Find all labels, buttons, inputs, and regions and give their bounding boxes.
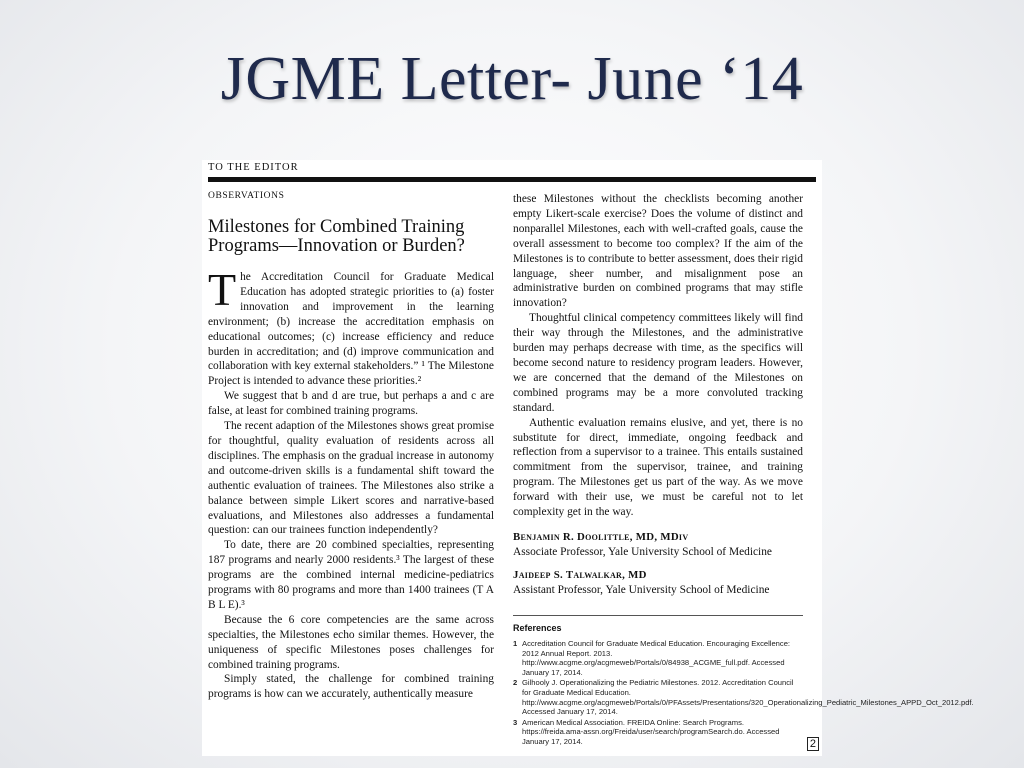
paragraph: The recent adaption of the Milestones shows great promise for thoughtful, quality evaluation of residents across all disciplines. The emphasis on the gradual increase in autonomy and outcome-driven skills is a fundamental shift toward the authentic evaluation of trainees. The Milestones also strike a balance between simple Likert scores and narrative-based evaluations, and Milestones also addresses a fundamental question: can our trainees function independently? <box>208 420 494 537</box>
paragraph: these Milestones without the checklists becoming another empty Likert-scale exercise? Does the volume of distinct and nonparallel Milestones, each with well-crafted goals, cause the overall assessment to become too complex? If the aim of the Milestones is to contribute to better assessment, does their rigid language, sheer number, and misalignment pose an administrative burden on combined programs that may stifle innovation? <box>513 193 803 310</box>
paragraph: Simply stated, the challenge for combined training programs is how can we accurately, authentically measure <box>208 673 494 701</box>
right-column <box>513 192 974 747</box>
page-number: 2 <box>807 737 819 751</box>
references-heading: References <box>513 622 562 633</box>
drop-cap: T <box>208 264 237 315</box>
paragraph: Authentic evaluation remains elusive, and yet, there is no substitute for direct, immediate, ongoing feedback and reflection from a supervisor to a trainee. This entails sustained commitment from the supervisor, trainee, and training program. The Milestones get us part of the way. As we move forward with their use, we must be careful not to let complexity get in the way. <box>513 416 803 519</box>
paragraph: The Accreditation Council for Graduate Medical Education has adopted strategic priorities to (a) foster innovation and improvement in the learning environment; (b) increase the accreditation emphasis on educational outcomes; (c) increase efficiency and reduce burden in accreditation; and (d) improve communication and collaboration with key external stakeholders.” ¹ The Milestone Project is intended to advance these priorities.² <box>208 264 494 388</box>
paragraph: Because the 6 core competencies are the same across specialties, the Milestones echo similar themes. However, the uniqueness of specific Milestones poses challenges for combined training programs. <box>208 613 494 671</box>
author-affiliation: Associate Professor, Yale University School of Medicine <box>513 545 772 558</box>
author-name: Jaideep S. Talwalkar, MD <box>513 568 647 581</box>
left-column <box>208 190 494 702</box>
section-header: TO THE EDITOR <box>208 162 299 173</box>
letter-image <box>202 160 974 756</box>
article-title: Milestones for Combined Training Programs—Innovation or Burden? <box>208 217 465 256</box>
author-name: Benjamin R. Doolittle, MD, MDiv <box>513 530 689 543</box>
author-affiliation: Assistant Professor, Yale University School of Medicine <box>513 583 770 596</box>
slide-title: JGME Letter- June ‘14 <box>220 45 804 113</box>
paragraph: We suggest that b and d are true, but perhaps a and c are false, at least for combined training programs. <box>208 390 494 418</box>
author-block <box>513 568 803 598</box>
reference-item: 1 Accreditation Council for Graduate Medical Education. Encouraging Excellence: 2012 Annual Report. 2013. http://www.acgme.org/acgmeweb/Portals/0/84938_ACGME_full.pdf. Accessed January 17, 2014. <box>513 638 791 677</box>
reference-item: 2 Gilhooly J. Operationalizing the Pediatric Milestones. 2012. Accreditation Council for Graduate Medical Education. http://www.acgme.org/acgmeweb/Portals/0/PFAssets/Presentations/320_Operationalizing_Pediatric_Milestones_APPD_Oct_2012.pdf. Accessed January 17, 2014. <box>513 678 974 717</box>
references-rule <box>513 615 803 616</box>
paragraph: To date, there are 20 combined specialties, representing 187 programs and nearly 2000 residents.³ The largest of these programs are the combined internal medicine-pediatrics programs with 80 programs and more than 1400 trainees (T A B L E).³ <box>208 539 494 611</box>
reference-item: 3 American Medical Association. FREIDA Online: Search Programs. https://freida.ama-assn.org/Freida/user/search/programSearch.do. Accessed January 17, 2014. <box>513 717 780 746</box>
author-block <box>513 530 803 560</box>
category-label: OBSERVATIONS <box>208 191 285 201</box>
header-rule <box>208 177 816 182</box>
paragraph: Thoughtful clinical competency committees likely will find their way through the Milestones, and the administrative burden may perhaps decrease with time, as the specifics will become second nature to residency program leaders. However, we are concerned that the demand of the Milestones on combined programs may be a more convoluted tracking standard. <box>513 312 803 414</box>
